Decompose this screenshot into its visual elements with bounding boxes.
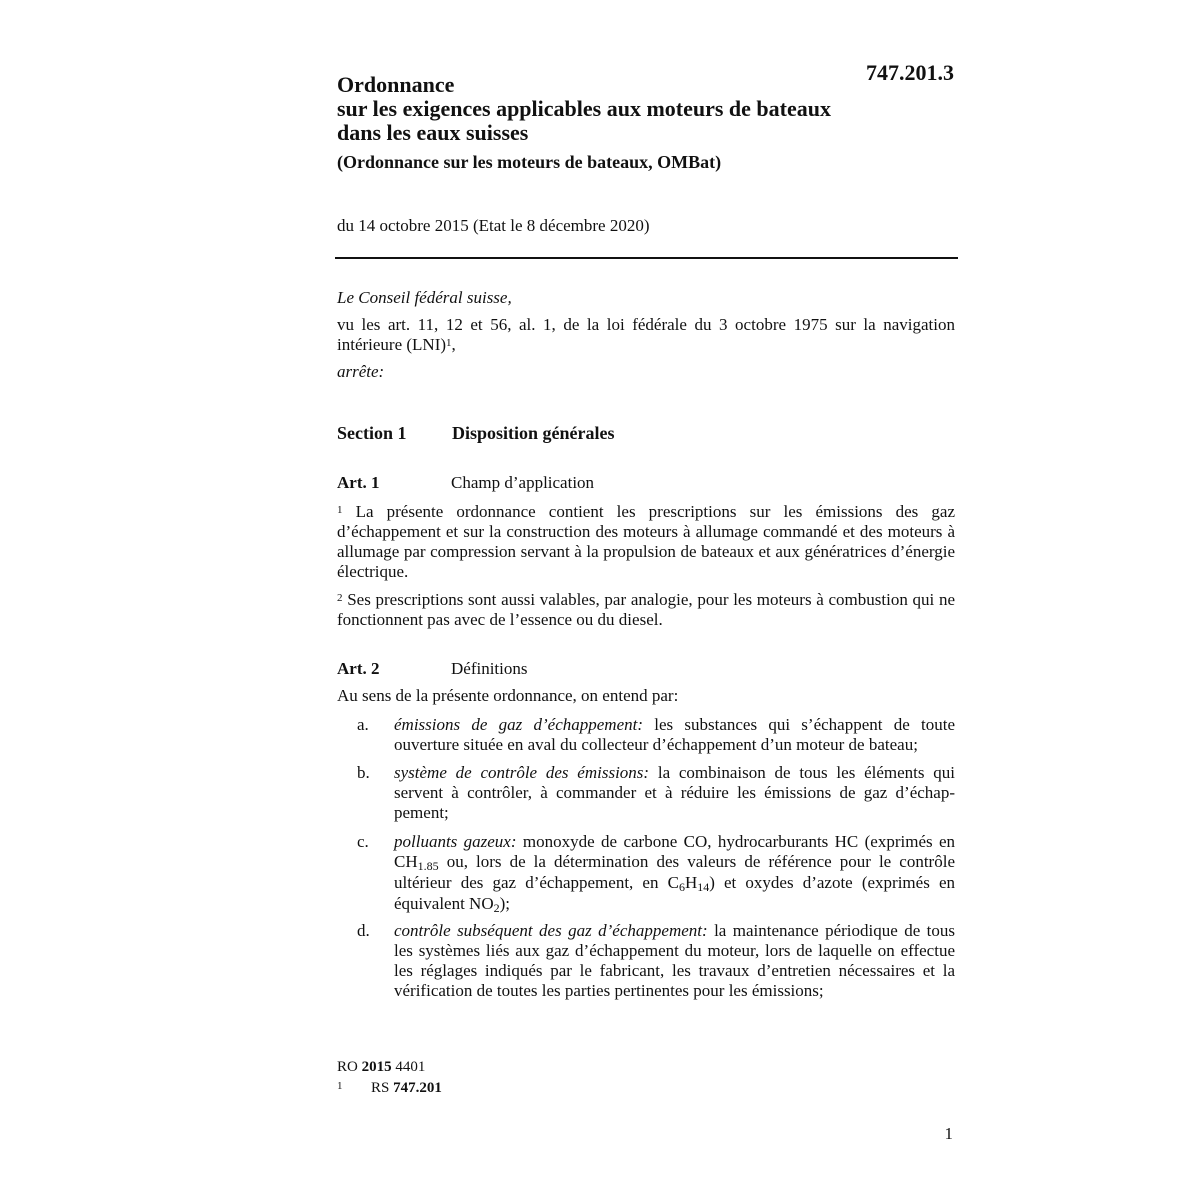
subscript: 14: [697, 880, 710, 894]
definition-text: les substances qui s’échappent de toute ouverture située en aval du collecteur d’échappement d’un moteur de bateau;: [394, 715, 956, 754]
definition-text: la maintenance périodique de tous les systèmes liés aux gaz d’échappement du moteur, lors de laquelle on effectue les réglages indiqués par le fabricant, les travaux d’entretien nécessaires et la vérification de toutes les parties pertinentes pour les émissions;: [394, 921, 955, 1000]
footnote-ref[interactable]: 1: [446, 337, 452, 349]
article-paragraph: [337, 590, 955, 630]
ro-prefix: RO: [337, 1059, 358, 1075]
article-title: Champ d’application: [451, 473, 595, 492]
definition-text: ou, lors de la détermination des valeurs de référence pour le contrôle ultérieur des gaz d’échappement, en C: [394, 852, 955, 892]
systematic-number: 747.201.3: [866, 60, 954, 85]
page-number: 1: [944, 1124, 953, 1143]
ro-year: 2015: [361, 1059, 392, 1075]
document-date: du 14 octobre 2015 (Etat le 8 décembre 2020): [337, 216, 650, 235]
title-line: Ordonnance: [337, 72, 455, 97]
subscript: 2: [493, 901, 500, 915]
list-letter: d.: [357, 921, 370, 940]
paragraph-number: 2: [337, 592, 343, 604]
preamble-decree: arrête:: [337, 362, 385, 381]
definition-term: système de contrôle des émissions:: [394, 763, 650, 782]
subtitle: (Ordonnance sur les moteurs de bateaux, OMBat): [337, 152, 722, 172]
preamble-authority: Le Conseil fédéral suisse,: [337, 288, 512, 307]
subscript: 6: [678, 880, 685, 894]
definition-text: la combinaison de tous les éléments qui servent à contrôler, à commander et à réduire les émissions de gaz d’échappement;: [394, 763, 955, 822]
footer-ro-reference: [337, 1059, 425, 1076]
definition-text: H: [684, 873, 698, 892]
section-title: Disposition générales: [452, 423, 615, 443]
article-paragraph: [337, 502, 955, 582]
list-letter: a.: [357, 715, 369, 734]
definition-text: );: [499, 894, 510, 913]
preamble-basis: [337, 315, 955, 355]
title-line: sur les exigences applicables aux moteurs de bateaux: [337, 96, 831, 121]
definition-term: polluants gazeux:: [394, 832, 517, 851]
definition-term: émissions de gaz d’échappement:: [394, 715, 644, 734]
list-item-text: [394, 715, 955, 755]
list-item-text: [394, 832, 955, 915]
ro-page: 4401: [395, 1059, 426, 1075]
title-line: dans les eaux suisses: [337, 120, 529, 145]
paragraph-text: La présente ordonnance contient les prescriptions sur les émissions des gaz d’échappement et sur la construction des moteurs à allumage commandé et des moteurs à allumage par compression servant à la propulsion de bateaux et aux génératrices d’énergie électrique.: [337, 502, 955, 581]
footnote-prefix: RS: [371, 1080, 390, 1096]
definition-text: monoxyde de carbone CO, hydrocarburants HC (exprimés en CH: [394, 832, 956, 871]
footnote-reference[interactable]: 747.201: [393, 1080, 442, 1096]
article-title: Définitions: [451, 659, 528, 678]
article-number: Art. 2: [337, 659, 380, 678]
section-number: Section 1: [337, 423, 407, 443]
list-item-text: [394, 763, 955, 823]
footnote-number: 1: [337, 1080, 343, 1092]
paragraph-text: Ses prescriptions sont aussi valables, par analogie, pour les moteurs à combustion qui ne fonctionnent pas avec de l’essence ou du diesel.: [337, 590, 956, 629]
list-letter: c.: [357, 832, 369, 851]
title-block: [337, 73, 897, 173]
article-intro: Au sens de la présente ordonnance, on entend par:: [337, 686, 679, 705]
footnote: [337, 1080, 442, 1097]
subscript: 1.85: [417, 859, 439, 873]
definition-term: contrôle subséquent des gaz d’échappement:: [394, 921, 708, 940]
list-letter: b.: [357, 763, 370, 782]
section-heading: [337, 423, 615, 444]
header-divider: [335, 257, 958, 259]
article-heading: [337, 473, 594, 493]
paragraph-number: 1: [337, 504, 343, 516]
preamble-basis-end: ,: [451, 335, 456, 354]
preamble-basis-text: vu les art. 11, 12 et 56, al. 1, de la loi fédérale du 3 octobre 1975 sur la navigation intérieure (LNI): [337, 315, 955, 354]
article-number: Art. 1: [337, 473, 380, 492]
definition-text: ) et oxydes d’azote (exprimés en équivalent NO: [394, 873, 955, 913]
list-item-text: [394, 921, 955, 1001]
article-heading: [337, 659, 528, 679]
